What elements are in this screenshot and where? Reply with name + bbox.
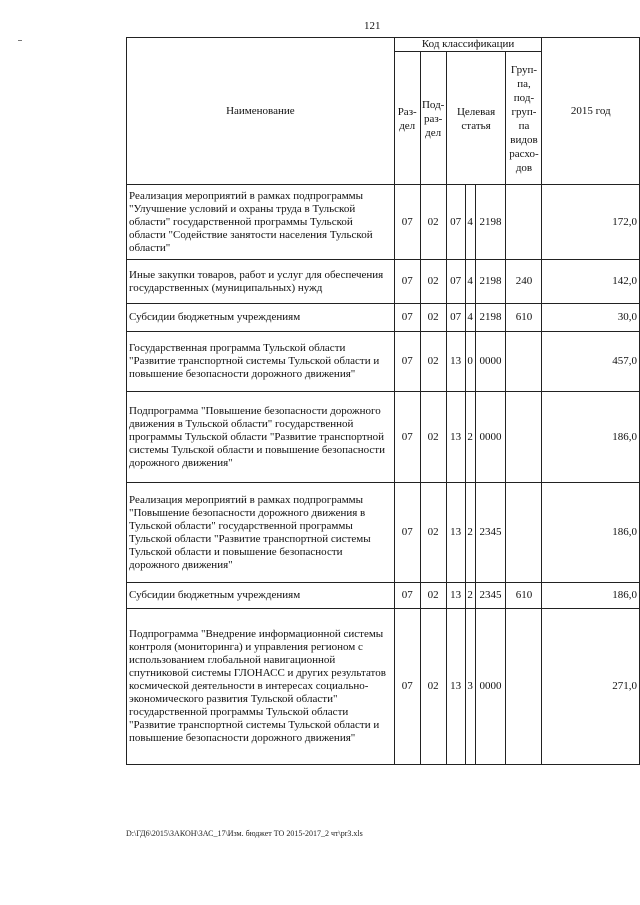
row-target-article-subprogram: 4 [465, 185, 475, 260]
row-expense-group [506, 392, 542, 483]
page-number: 121 [364, 20, 381, 32]
row-target-article-program: 13 [446, 332, 465, 392]
row-target-article-direction: 2198 [475, 304, 506, 332]
row-name: Подпрограмма "Внедрение информационной системы контроля (мониторинга) и управления регионом с использованием глобальной навигационной спутниковой системы ГЛОНАСС и других результатов космической деятельности в интересах социально-экономического развития Тульской области" государственной программы Тульской области "Развитие транспортной системы Тульской области и повышение безопасности дорожного движения" [127, 609, 395, 765]
row-amount: 186,0 [542, 583, 640, 609]
row-name: Реализация мероприятий в рамках подпрограммы "Повышение безопасности дорожного движения в Тульской области" государственной программы Тульской области "Развитие транспортной системы Тульской области и повышение безопасности дорожного движения" [127, 483, 395, 583]
row-target-article-program: 13 [446, 483, 465, 583]
budget-table [126, 37, 640, 765]
row-target-article-program: 07 [446, 185, 465, 260]
row-target-article-direction: 0000 [475, 332, 506, 392]
row-name: Субсидии бюджетным учреждениям [127, 304, 395, 332]
row-target-article-program: 13 [446, 583, 465, 609]
row-section: 07 [394, 260, 420, 304]
row-name: Реализация мероприятий в рамках подпрограммы "Улучшение условий и охраны труда в Тульской области" государственной программы Тульской области "Содействие занятости населения Тульской области" [127, 185, 395, 260]
row-target-article-program: 07 [446, 304, 465, 332]
scan-mark [18, 40, 22, 41]
row-expense-group: 610 [506, 583, 542, 609]
row-section: 07 [394, 185, 420, 260]
row-target-article-program: 13 [446, 392, 465, 483]
table-row [127, 185, 640, 260]
row-subsection: 02 [420, 260, 446, 304]
row-subsection: 02 [420, 332, 446, 392]
row-amount: 457,0 [542, 332, 640, 392]
row-section: 07 [394, 583, 420, 609]
row-expense-group [506, 185, 542, 260]
row-target-article-subprogram: 4 [465, 304, 475, 332]
row-target-article-direction: 2345 [475, 583, 506, 609]
row-amount: 172,0 [542, 185, 640, 260]
row-target-article-direction: 2345 [475, 483, 506, 583]
row-amount: 142,0 [542, 260, 640, 304]
file-path-footer: D:\ГД6\2015\ЗАКОН\ЗАС_17\Изм. бюджет ТО 2015-2017_2 чт\pr3.xls [126, 829, 363, 838]
row-amount: 30,0 [542, 304, 640, 332]
row-name: Иные закупки товаров, работ и услуг для обеспечения государственных (муниципальных) нужд [127, 260, 395, 304]
row-target-article-subprogram: 2 [465, 583, 475, 609]
header-subsection: Под- раз- дел [420, 52, 446, 185]
header-target-article: Целевая статья [446, 52, 506, 185]
row-amount: 271,0 [542, 609, 640, 765]
row-target-article-direction: 0000 [475, 609, 506, 765]
table-row [127, 583, 640, 609]
row-target-article-subprogram: 2 [465, 392, 475, 483]
row-expense-group: 240 [506, 260, 542, 304]
table-row [127, 332, 640, 392]
row-target-article-program: 07 [446, 260, 465, 304]
row-target-article-direction: 0000 [475, 392, 506, 483]
row-amount: 186,0 [542, 483, 640, 583]
header-row-1 [127, 38, 640, 52]
row-name: Государственная программа Тульской области "Развитие транспортной системы Тульской области и повышение безопасности дорожного движения" [127, 332, 395, 392]
row-subsection: 02 [420, 392, 446, 483]
table-row [127, 392, 640, 483]
header-name: Наименование [127, 38, 395, 185]
row-section: 07 [394, 609, 420, 765]
row-subsection: 02 [420, 304, 446, 332]
row-section: 07 [394, 332, 420, 392]
row-target-article-direction: 2198 [475, 185, 506, 260]
row-name: Подпрограмма "Повышение безопасности дорожного движения в Тульской области" государственной программы Тульской области "Развитие транспортной системы Тульской области и повышение безопасности дорожного движения" [127, 392, 395, 483]
row-target-article-subprogram: 2 [465, 483, 475, 583]
header-year: 2015 год [542, 38, 640, 185]
row-target-article-direction: 2198 [475, 260, 506, 304]
row-expense-group [506, 332, 542, 392]
table-row [127, 609, 640, 765]
row-name: Субсидии бюджетным учреждениям [127, 583, 395, 609]
row-expense-group: 610 [506, 304, 542, 332]
header-expense-group: Груп- па, под- груп- па видов расхо- дов [506, 52, 542, 185]
header-classification-code: Код классификации [394, 38, 542, 52]
table-row [127, 483, 640, 583]
row-target-article-subprogram: 0 [465, 332, 475, 392]
row-amount: 186,0 [542, 392, 640, 483]
header-section: Раз- дел [394, 52, 420, 185]
row-expense-group [506, 483, 542, 583]
row-target-article-subprogram: 3 [465, 609, 475, 765]
row-subsection: 02 [420, 583, 446, 609]
table-row [127, 304, 640, 332]
row-target-article-subprogram: 4 [465, 260, 475, 304]
row-subsection: 02 [420, 185, 446, 260]
row-subsection: 02 [420, 609, 446, 765]
row-target-article-program: 13 [446, 609, 465, 765]
row-subsection: 02 [420, 483, 446, 583]
row-section: 07 [394, 392, 420, 483]
row-section: 07 [394, 483, 420, 583]
row-section: 07 [394, 304, 420, 332]
table-row [127, 260, 640, 304]
row-expense-group [506, 609, 542, 765]
